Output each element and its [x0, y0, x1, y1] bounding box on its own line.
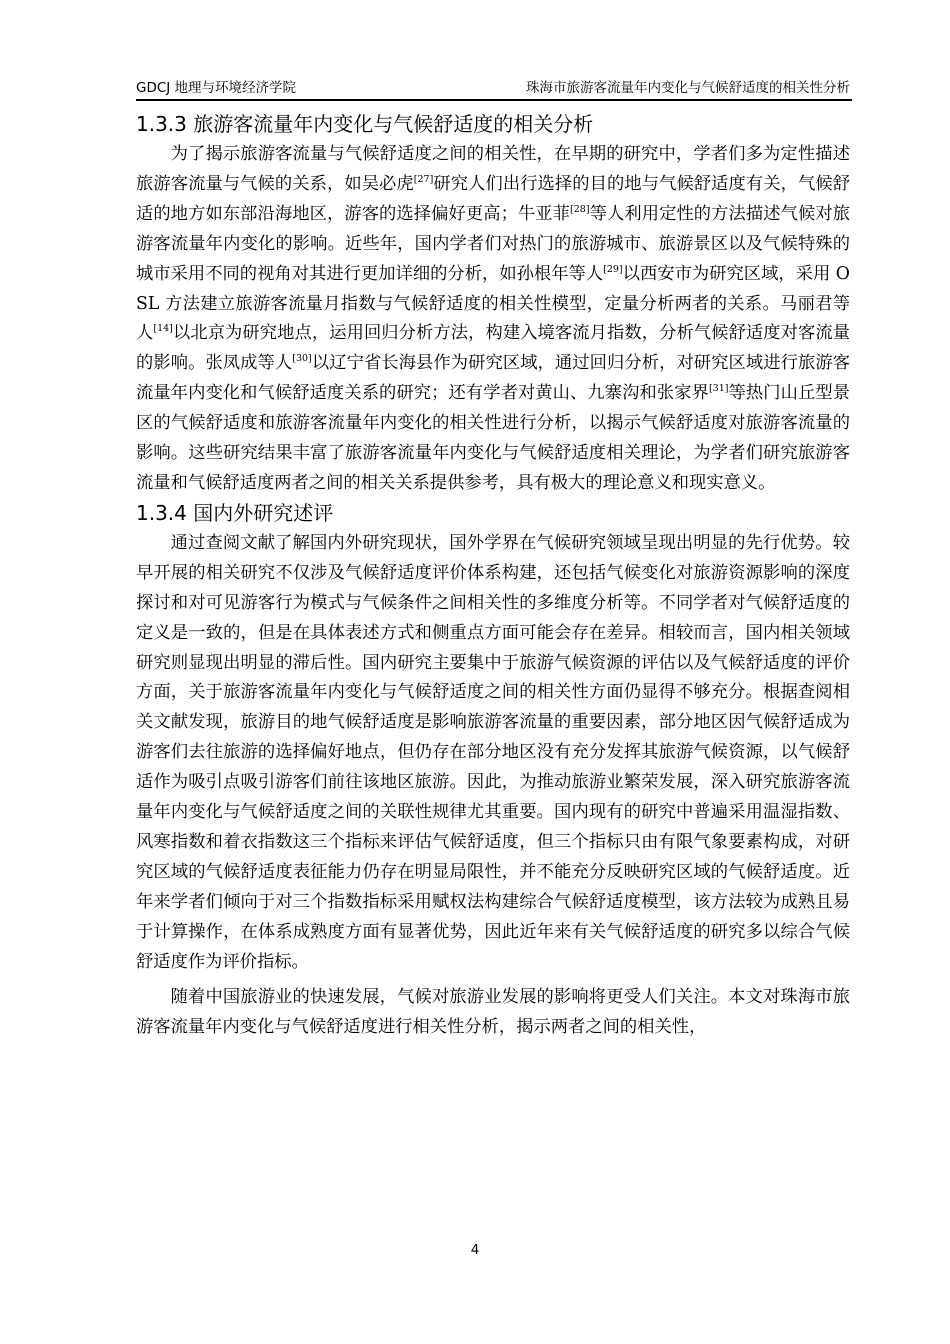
paragraph-text: 等人利用定性的方法描述气候对旅游客流量年内变化的影响。近些年，国内学者们对热门的旅游城市、旅游景区以及气候特殊的城市采用不同的视角对其进行更加详细的分析，如孙根年等人 [136, 203, 850, 284]
paragraph-correlation-review [136, 140, 850, 499]
paragraph-text: 以北京为研究地点，运用回归分析方法，构建入境客流月指数，分析气候舒适度对客流量的影响。张凤成等人 [136, 323, 850, 374]
citation-31: [31] [708, 383, 729, 395]
document-body [136, 110, 850, 1043]
paragraph-text: 以西安市为研究区域，采用 OSL 方法建立旅游客流量月指数与气候舒适度的相关性模型，定量分析两者的关系。马丽君等人 [136, 263, 850, 344]
citation-30: [30] [292, 353, 312, 365]
paragraph-text: 以辽宁省长海县作为研究区域，通过回归分析，对研究区域进行旅游客流量年内变化和气候舒适度关系的研究；还有学者对黄山、九寨沟和张家界 [136, 353, 850, 404]
header-divider [136, 99, 852, 101]
section-heading-1-3-3: 1.3.3 旅游客流量年内变化与气候舒适度的相关分析 [136, 112, 594, 136]
header-thesis-title: 珠海市旅游客流量年内变化与气候舒适度的相关性分析 [526, 80, 850, 96]
paragraph-text: 等热门山丘型景区的气候舒适度和旅游客流量年内变化的相关性进行分析，以揭示气候舒适度对旅游客流量的影响。这些研究结果丰富了旅游客流量年内变化与气候舒适度相关理论，为学者们研究旅游客流量和气候舒适度两者之间的相关关系提供参考，具有极大的理论意义和现实意义。 [136, 383, 850, 493]
citation-14: [14] [153, 323, 173, 335]
paragraph-paper-intro: 随着中国旅游业的快速发展，气候对旅游业发展的影响将更受人们关注。本文对珠海市旅游客流量年内变化与气候舒适度进行相关性分析，揭示两者之间的相关性， [136, 987, 850, 1038]
header-institution: GDCJ 地理与环境经济学院 [136, 80, 297, 96]
page-number: 4 [470, 1242, 480, 1258]
section-heading-1-3-4: 1.3.4 国内外研究述评 [136, 500, 334, 525]
citation-29: [29] [603, 263, 623, 275]
paragraph-research-comment: 通过查阅文献了解国内外研究现状，国外学界在气候研究领域呈现出明显的先行优势。较早开展的相关研究不仅涉及气候舒适度评价体系构建，还包括气候变化对旅游资源影响的深度探讨和对可见游客行为模式与气候条件之间相关性的多维度分析等。不同学者对气候舒适度的定义是一致的，但是在具体表述方式和侧重点方面可能会存在差异。相较而言，国内相关领域研究则显现出明显的滞后性。国内研究主要集中于旅游气候资源的评估以及气候舒适度的评价方面，关于旅游客流量年内变化与气候舒适度之间的相关性方面仍显得不够充分。根据查阅相关文献发现，旅游目的地气候舒适度是影响旅游客流量的重要因素，部分地区因气候舒适成为游客们去往旅游的选择偏好地点，但仍存在部分地区没有充分发挥其旅游气候资源，以气候舒适作为吸引点吸引游客们前往该地区旅游。因此，为推动旅游业繁荣发展，深入研究旅游客流量年内变化与气候舒适度之间的关联性规律尤其重要。国内现有的研究中普遍采用温湿指数、风寒指数和着衣指数这三个指标来评估气候舒适度，但三个指标只由有限气象要素构成，对研究区域的气候舒适度表征能力仍存在明显局限性，并不能充分反映研究区域的气候舒适度。近年来学者们倾向于对三个指数指标采用赋权法构建综合气候舒适度模型，该方法较为成熟且易于计算操作，在体系成熟度方面有显著优势，因此近年来有关气候舒适度的研究多以综合气候舒适度作为评价指标。 [136, 532, 850, 972]
paragraph-text: 为了揭示旅游客流量与气候舒适度之间的相关性，在早期的研究中，学者们多为定性描述旅游客流量与气候的关系，如吴必虎 [136, 144, 850, 194]
citation-27: [27] [413, 174, 434, 186]
citation-28: [28] [570, 204, 590, 216]
running-header [136, 78, 850, 100]
paragraph-text: 研究人们出行选择的目的地与气候舒适度有关，气候舒适的地方如东部沿海地区，游客的选择偏好更高；牛亚菲 [136, 173, 850, 224]
